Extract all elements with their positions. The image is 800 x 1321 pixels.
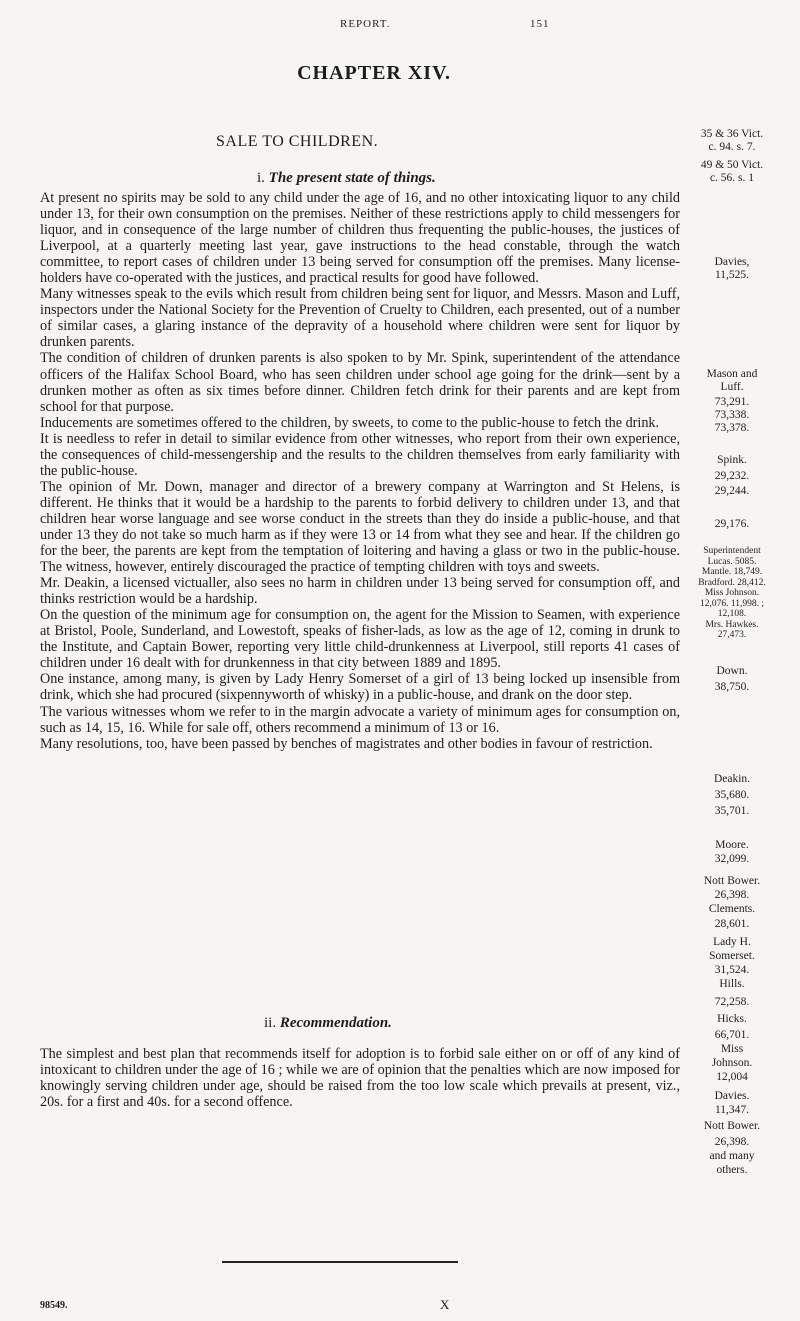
margin-note: Down. bbox=[716, 665, 748, 677]
paragraph: Inducements are sometimes offered to the children, by sweets, to come to the public-house to fetch the drink. bbox=[40, 414, 660, 431]
margin-note: Spink. bbox=[717, 454, 747, 466]
signature-mark: X bbox=[440, 1297, 450, 1312]
margin-note: 66,701. bbox=[714, 1029, 750, 1041]
chapter-heading: CHAPTER XIV. bbox=[297, 62, 451, 84]
subsection-numeral: ii. bbox=[264, 1015, 277, 1031]
subsection-heading-2 bbox=[264, 1015, 392, 1032]
paragraph: Many witnesses speak to the evils which result from children being sent for liquor, and Messrs. Mason and Luff, inspectors under the National Society for the Prevention of Cruelty to Children, each presented, out of a number of similar cases, a glaring instance of the depravity of a household where children were sent for liquor by drunken parents. bbox=[40, 286, 680, 351]
footer-rule bbox=[222, 1261, 458, 1263]
margin-note: Deakin. bbox=[713, 773, 751, 785]
margin-note: 11,347. bbox=[714, 1104, 750, 1116]
margin-note: Miss bbox=[720, 1043, 744, 1055]
margin-note: Lady H. bbox=[713, 936, 751, 948]
margin-note: Nott Bower. bbox=[703, 1120, 761, 1132]
margin-note: 73,378. bbox=[714, 422, 750, 434]
margin-note: 35 & 36 Vict. bbox=[700, 128, 764, 140]
margin-note: Nott Bower. bbox=[703, 875, 761, 887]
recommendation-paragraph: The simplest and best plan that recommends itself for adoption is to forbid sale either on or off of any kind of intoxicant to children under the age of 16 ; while we are of opinion that the penalties which are now imposed for knowingly serving children under age, should be raised from the too low scale which prevails at present, viz., 20s. for a first and 40s. for a second offence. bbox=[40, 1046, 680, 1111]
margin-note: Davies. bbox=[714, 1090, 750, 1102]
paragraph: The various witnesses whom we refer to in the margin advocate a variety of minimum ages for consumption on, such as 14, 15, 16. While for sale off, others recommend a minimum of 13 or 16. bbox=[40, 703, 680, 736]
section-title: SALE TO CHILDREN. bbox=[216, 133, 379, 150]
margin-note: Somerset. bbox=[709, 950, 755, 962]
margin-note: 29,176. bbox=[714, 518, 750, 530]
page-number: 151 bbox=[530, 18, 550, 30]
margin-note: and many bbox=[709, 1150, 755, 1162]
margin-note: Hills. bbox=[719, 978, 745, 990]
margin-note: Luff. bbox=[720, 381, 744, 393]
margin-note: Lucas. 5085. bbox=[707, 557, 757, 567]
margin-note: 11,525. bbox=[714, 269, 750, 281]
margin-note: Moore. bbox=[715, 839, 749, 851]
body-part-1 bbox=[40, 190, 680, 752]
margin-note: 28,601. bbox=[714, 918, 750, 930]
subsection-heading-1 bbox=[257, 170, 436, 187]
margin-note: 12,076. 11,998. ; bbox=[699, 599, 765, 609]
paragraph: The condition of children of drunken parents is also spoken to by Mr. Spink, superintendent of the attendance officers of the Halifax School Board, who has seen children under school age going for the drink—sent by a drunken mother as often as six times before dinner. Children fetch drink for their parents and are kept from school for that purpose. bbox=[40, 350, 680, 415]
margin-note: 27,473. bbox=[717, 630, 747, 640]
subsection-title: The present state of things. bbox=[268, 170, 436, 186]
subsection-title: Recommendation. bbox=[279, 1015, 392, 1031]
margin-note: c. 94. s. 7. bbox=[708, 141, 756, 153]
margin-note: 26,398. bbox=[714, 889, 750, 901]
print-code: 98549. bbox=[40, 1300, 68, 1311]
body-part-2 bbox=[40, 1046, 680, 1110]
margin-note: 29,232. bbox=[714, 470, 750, 482]
margin-note: Hicks. bbox=[717, 1013, 747, 1025]
margin-note: 29,244. bbox=[714, 485, 750, 497]
margin-note: 73,291. bbox=[714, 396, 750, 408]
paragraph: The opinion of Mr. Down, manager and director of a brewery company at Warrington and St Helens, is different. He thinks that it would be a hardship to the parents to forbid delivery to children under 13, and that children hear worse language and see worse conduct in the streets than they do inside a public-house, and that under 13 they do not take so much harm as if they were 13 or 14 from what they see and hear. If the children go for the beer, the parents are kept from the temptation of loitering and having a glass or two in the public-house. The witness, however, entirely discouraged the practice of tempting children with toys and sweets. bbox=[40, 478, 680, 576]
paragraph: On the question of the minimum age for consumption on, the agent for the Mission to Seamen, with experience at Bristol, Poole, Sunderland, and Lowestoft, speaks of fisher-lads, as low as the age of 12, coming in drunk to the Institute, and Captain Bower, reporting very little child-drunkenness at Liverpool, still reports 41 cases of children under 16 dealt with for drunkenness in that city between 1889 and 1895. bbox=[40, 607, 680, 672]
margin-note: 12,004 bbox=[716, 1071, 748, 1083]
margin-note: 32,099. bbox=[714, 853, 750, 865]
margin-note: 38,750. bbox=[714, 681, 750, 693]
margin-note: Clements. bbox=[708, 903, 756, 915]
running-title: REPORT. bbox=[340, 18, 391, 30]
paragraph: Mr. Deakin, a licensed victualler, also sees no harm in children under 13 being served for consumption off, and thinks restriction would be a hardship. bbox=[40, 575, 680, 608]
margin-note: Davies, bbox=[714, 256, 750, 268]
margin-note: 73,338. bbox=[714, 409, 750, 421]
margin-note: others. bbox=[716, 1164, 748, 1176]
margin-note: c. 56. s. 1 bbox=[709, 172, 755, 184]
margin-note: Superintendent bbox=[703, 546, 761, 556]
margin-note: Mason and bbox=[706, 368, 758, 380]
margin-note: 35,680. bbox=[714, 789, 750, 801]
margin-note: Miss Johnson. bbox=[704, 588, 760, 598]
margin-note: 12,108. bbox=[717, 609, 747, 619]
margin-note: Johnson. bbox=[711, 1057, 753, 1069]
margin-note: Mrs. Hawkes. bbox=[705, 620, 759, 630]
margin-note: Bradford. 28,412. bbox=[698, 578, 766, 588]
paragraph: Many resolutions, too, have been passed by benches of magistrates and other bodies in favour of restriction. bbox=[40, 735, 653, 752]
margin-note: 35,701. bbox=[714, 805, 750, 817]
margin-note: 31,524. bbox=[714, 964, 750, 976]
margin-note: Mantle. 18,749. bbox=[701, 567, 763, 577]
paragraph: One instance, among many, is given by Lady Henry Somerset of a girl of 13 being locked up insensible from drink, which she had procured (sixpennyworth of whisky) in a public-house, and drank on the door step. bbox=[40, 671, 680, 704]
margin-note: 72,258. bbox=[714, 996, 750, 1008]
margin-note: 26,398. bbox=[714, 1136, 750, 1148]
margin-note: 49 & 50 Vict. bbox=[700, 159, 764, 171]
paragraph: It is needless to refer in detail to similar evidence from other witnesses, who report from their own experience, the consequences of child-messengership and the results to the children themselves from early familiarity with the public-house. bbox=[40, 430, 680, 479]
paragraph: At present no spirits may be sold to any child under the age of 16, and no other intoxicating liquor to any child under 13, for their own consumption on the premises. Neither of these restrictions apply to child messengers for liquor, and in consequence of the large number of children thus frequenting the public-houses, the justices of Liverpool, at a quarterly meeting last year, gave instructions to the head constable, through the watch committee, to report cases of children under 13 being served for consumption off the premises. Many license-holders have co-operated with the justices, and practical results for good have followed. bbox=[40, 190, 680, 287]
subsection-numeral: i. bbox=[257, 170, 265, 186]
